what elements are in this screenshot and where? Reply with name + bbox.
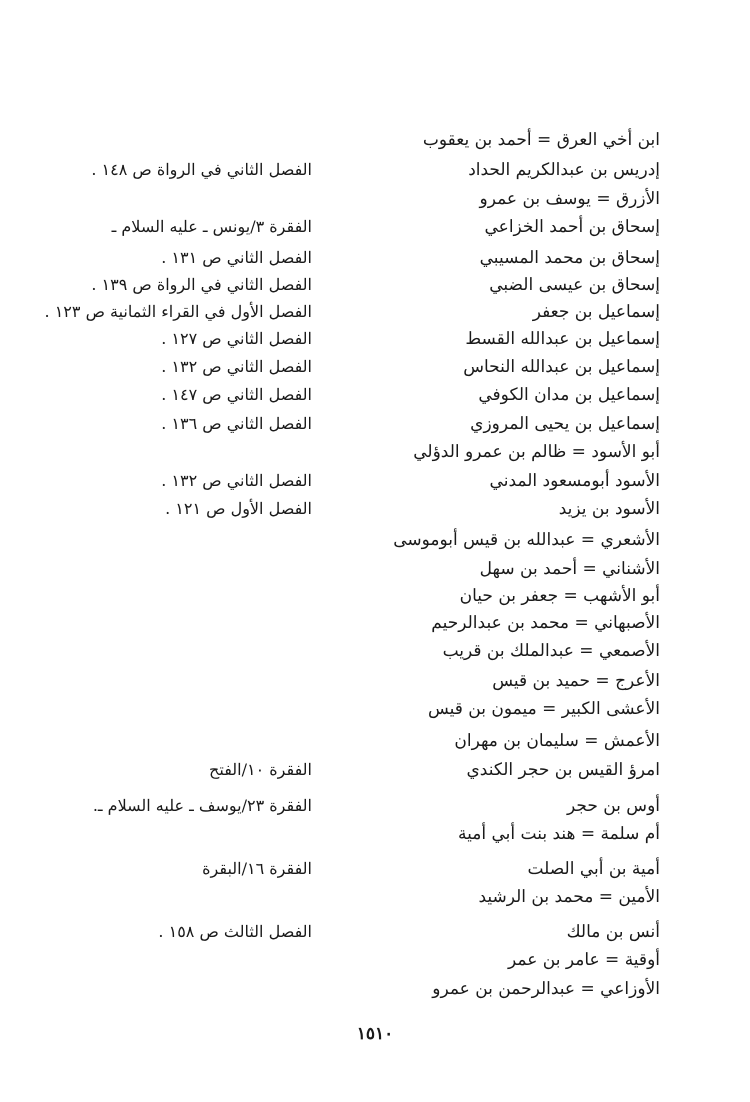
index-entry-reference: الفصل الثاني ص ١٢٧ . (161, 329, 312, 348)
index-entry-name: الأسود أبومسعود المدني (489, 471, 660, 491)
index-entry-name: إسحاق بن عيسى الضبي (489, 275, 660, 295)
index-entry-reference: الفصل الثالث ص ١٥٨ . (158, 922, 312, 941)
index-entry-name: الأعمش = سليمان بن مهران (454, 731, 660, 751)
index-entry-name: امرؤ القيس بن حجر الكندي (466, 760, 660, 780)
index-entry-name: إدريس بن عبدالكريم الحداد (468, 160, 660, 180)
index-entry-name: إسماعيل بن مدان الكوفي (478, 385, 660, 405)
index-entry-name: أبو الأسود = ظالم بن عمرو الدؤلي (413, 442, 660, 462)
index-entry-name: الأشعري = عبدالله بن قيس أبوموسى (393, 530, 660, 550)
index-entry-name: أمية بن أبي الصلت (527, 859, 660, 879)
index-entry-name: الأسود بن يزيد (558, 499, 660, 519)
index-entry-reference: الفقرة ٣/يونس ـ عليه السلام ـ (111, 217, 312, 236)
index-entry-name: أنس بن مالك (566, 922, 660, 942)
index-entry-name: الأشناني = أحمد بن سهل (479, 559, 660, 579)
index-entry-name: إسماعيل بن عبدالله القسط (465, 329, 660, 349)
index-entry-name: إسماعيل بن يحيى المروزي (470, 414, 660, 434)
index-entry-name: أوس بن حجر (566, 796, 660, 816)
index-entry-reference: الفصل الثاني ص ١٣٢ . (161, 357, 312, 376)
index-entry-name: ابن أخي العرق = أحمد بن يعقوب (422, 130, 660, 150)
index-entry-name: إسماعيل بن عبدالله النحاس (463, 357, 660, 377)
index-entry-reference: الفصل الثاني في الرواة ص ١٤٨ . (91, 160, 312, 179)
index-entry-reference: الفصل الثاني ص ١٣٢ . (161, 471, 312, 490)
index-entry-reference: الفقرة ٢٣/يوسف ـ عليه السلام ـ. (92, 796, 312, 815)
index-entry-name: إسحاق بن محمد المسيبي (479, 248, 660, 268)
index-entry-name: الأزرق = يوسف بن عمرو (479, 189, 660, 209)
index-entry-name: أبو الأشهب = جعفر بن حيان (459, 586, 660, 606)
index-entry-name: أوقية = عامر بن عمر (508, 950, 660, 970)
index-entry-name: إسماعيل بن جعفر (532, 302, 660, 322)
index-entry-reference: الفقرة ١٠/الفتح (209, 760, 312, 779)
page-number: ١٥١٠ (356, 1024, 394, 1044)
index-entry-name: الأصمعي = عبدالملك بن قريب (442, 641, 660, 661)
index-entry-reference: الفقرة ١٦/البقرة (202, 859, 312, 878)
index-entry-reference: الفصل الثاني ص ١٣٦ . (161, 414, 312, 433)
index-entry-reference: الفصل الأول ص ١٢١ . (165, 499, 312, 518)
index-entry-reference: الفصل الثاني في الرواة ص ١٣٩ . (91, 275, 312, 294)
index-entry-name: الأوزاعي = عبدالرحمن بن عمرو (432, 979, 660, 999)
index-entry-name: الأعرج = حميد بن قيس (492, 671, 660, 691)
index-entry-name: أم سلمة = هند بنت أبي أمية (458, 824, 660, 844)
index-entry-reference: الفصل الثاني ص ١٤٧ . (161, 385, 312, 404)
index-entry-name: الأعشى الكبير = ميمون بن قيس (427, 699, 660, 719)
index-entry-name: الأمين = محمد بن الرشيد (478, 887, 660, 907)
index-entry-name: الأصبهاني = محمد بن عبدالرحيم (431, 613, 660, 633)
index-entry-reference: الفصل الثاني ص ١٣١ . (161, 248, 312, 267)
index-entry-reference: الفصل الأول في القراء الثمانية ص ١٢٣ . (44, 302, 312, 321)
index-entry-name: إسحاق بن أحمد الخزاعي (484, 217, 660, 237)
